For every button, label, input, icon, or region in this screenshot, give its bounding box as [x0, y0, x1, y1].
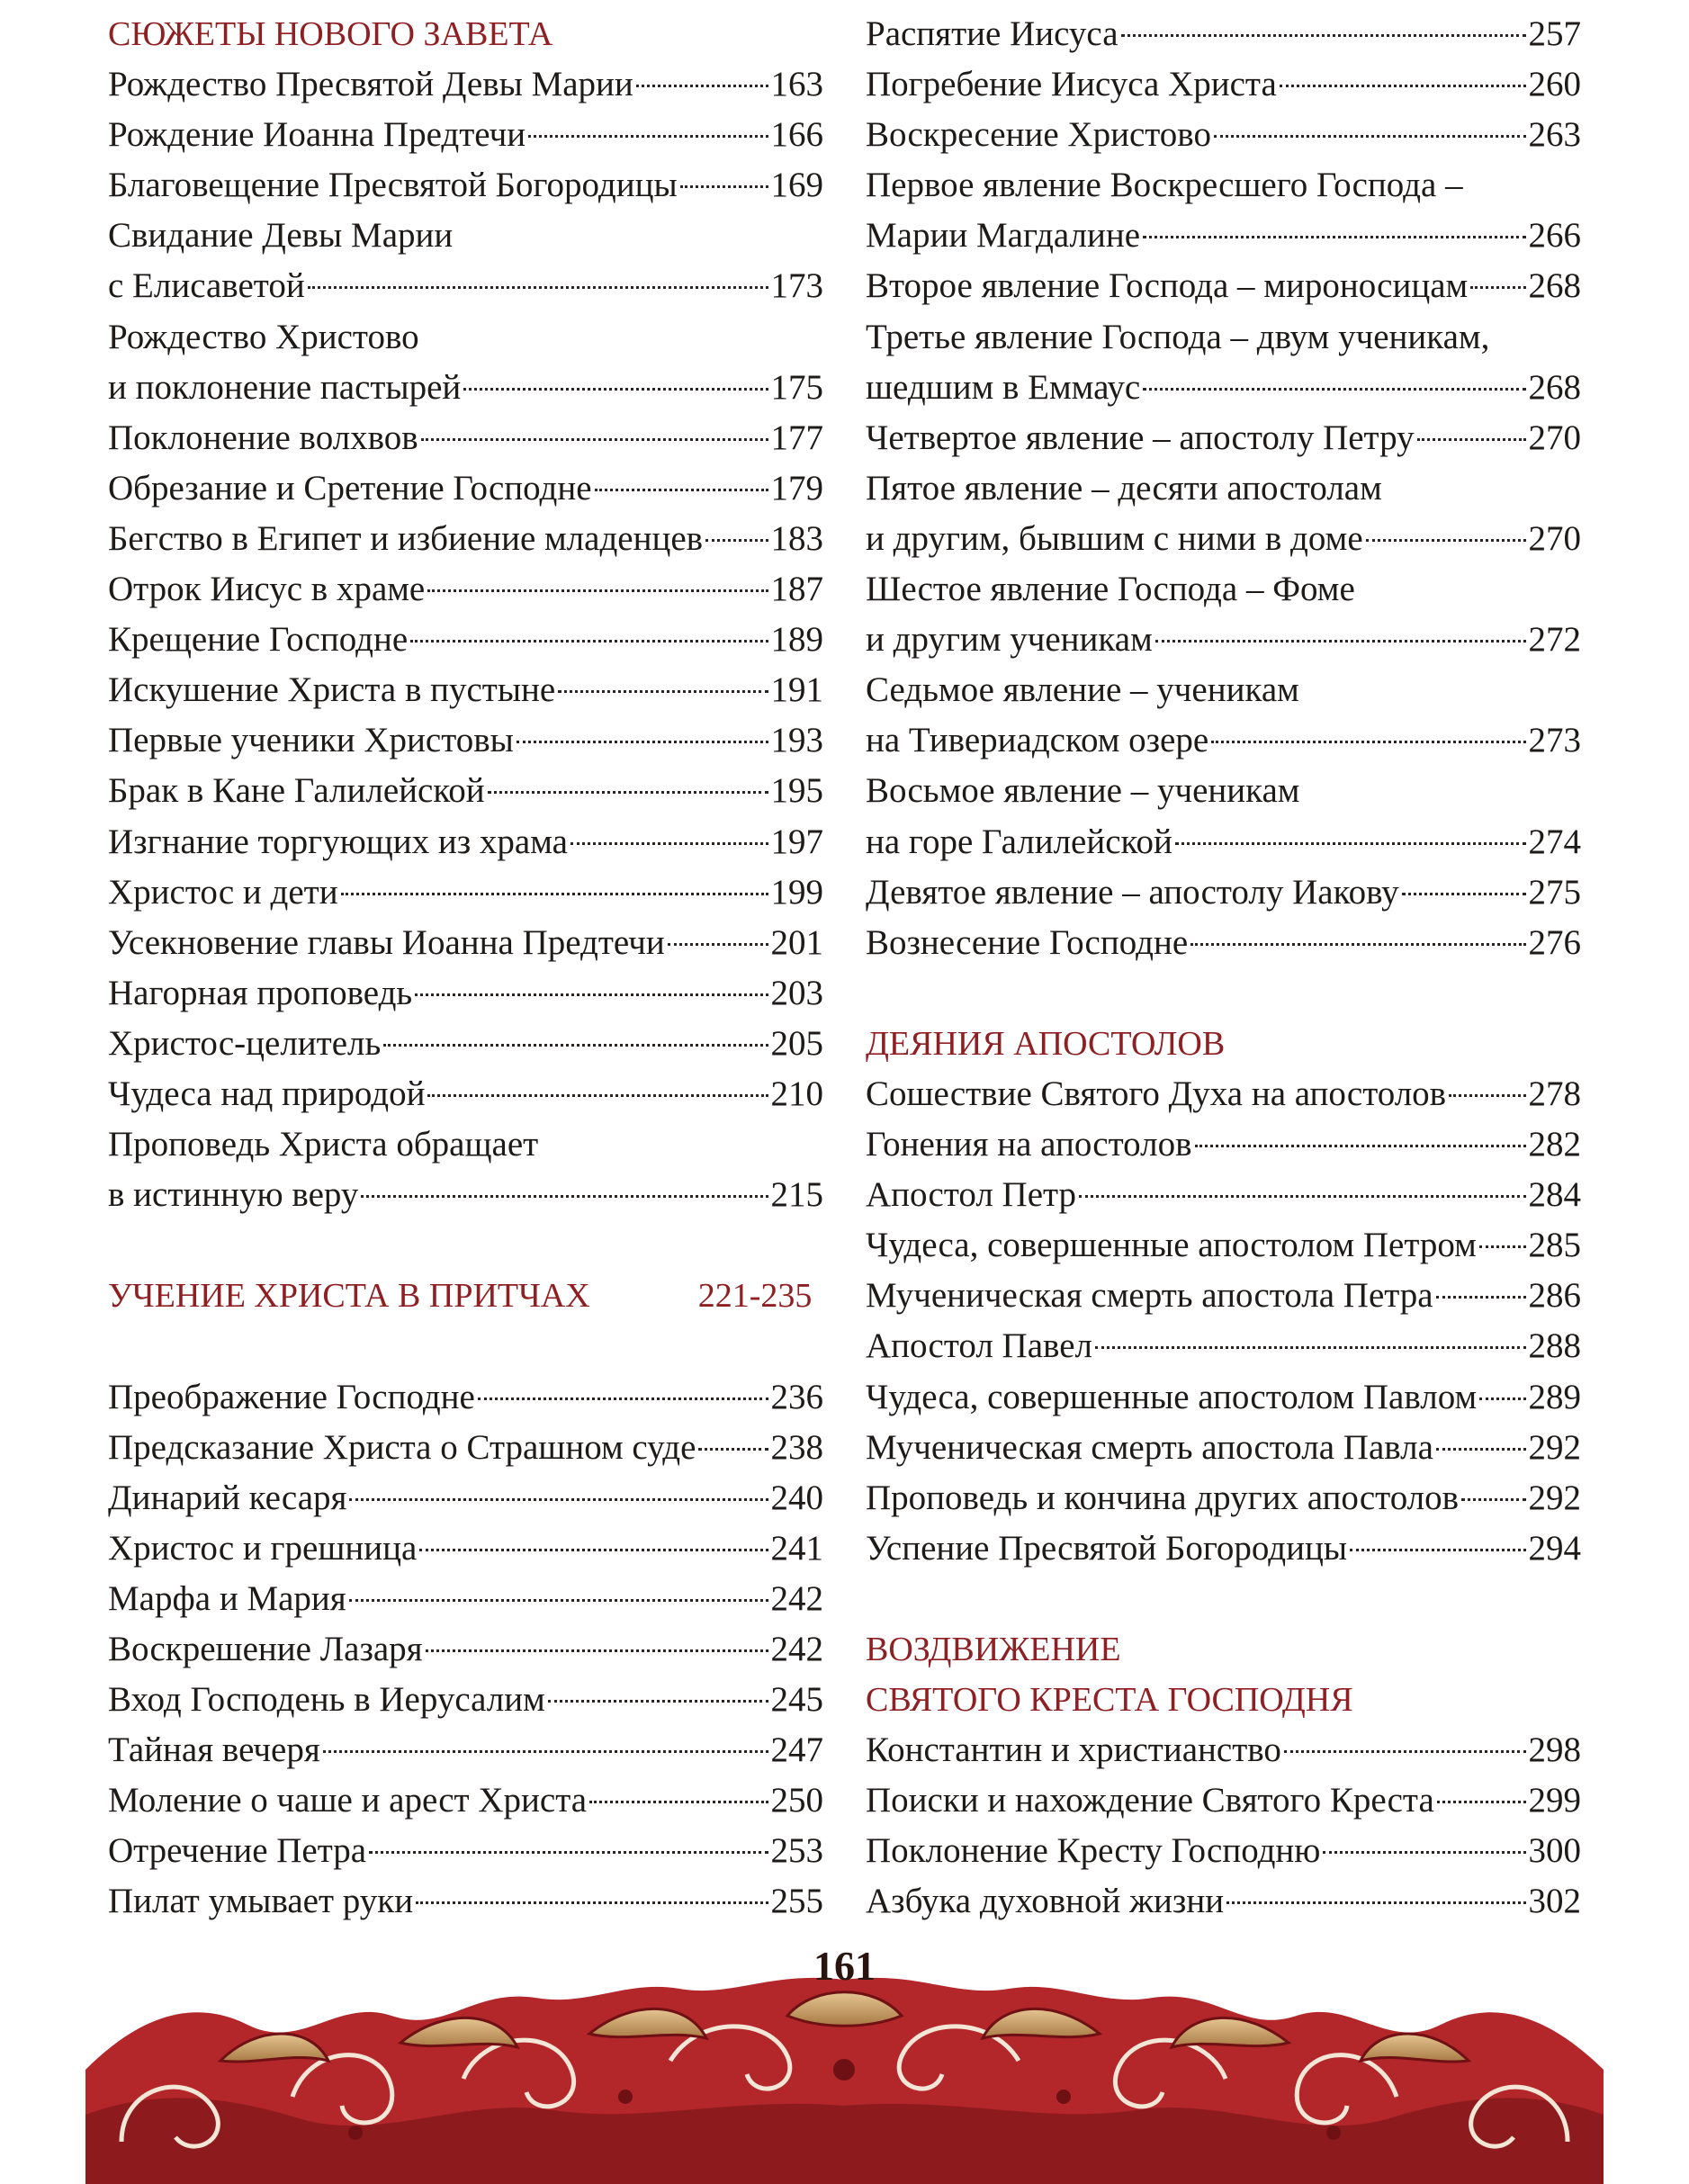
dot-leader	[427, 1094, 768, 1097]
dot-leader	[1470, 286, 1525, 289]
toc-entry	[108, 413, 823, 463]
toc-entry-title: Обрезание и Сретение Господне	[108, 468, 592, 508]
toc-entry-title: Нагорная проповедь	[108, 973, 413, 1012]
toc-entry-title: в истинную веру	[108, 1175, 359, 1215]
toc-page-number: 274	[1528, 822, 1581, 861]
toc-entry-title: Воскрешение Лазаря	[108, 1630, 423, 1668]
toc-entry	[108, 1725, 823, 1775]
toc-entry	[108, 261, 823, 311]
section-heading-text: СЮЖЕТЫ НОВОГО ЗАВЕТА	[108, 15, 553, 53]
toc-entry-title: Вход Господень в Иерусалим	[108, 1680, 545, 1720]
toc-page-number: 183	[770, 518, 823, 558]
toc-entry-title: Чудеса над природой	[108, 1074, 426, 1113]
dot-leader	[589, 1801, 768, 1803]
toc-right-column	[866, 9, 1581, 1928]
dot-leader	[1079, 1195, 1525, 1198]
toc-entry	[108, 968, 823, 1019]
dot-leader	[1175, 842, 1526, 845]
dot-leader	[517, 741, 768, 743]
toc-page-number: 199	[770, 872, 823, 912]
toc-entry-title: Тайная вечеря	[108, 1730, 320, 1770]
toc-page-number: 294	[1528, 1528, 1581, 1568]
toc-entry-title: Восьмое явление – ученикам	[866, 771, 1300, 811]
toc-entry-line	[108, 312, 823, 363]
toc-entry-title: Марии Магдалине	[866, 216, 1141, 256]
toc-entry	[108, 615, 823, 665]
toc-entry-title: Поиски и нахождение Святого Креста	[866, 1781, 1434, 1820]
toc-entry-title: Искушение Христа в пустыне	[108, 670, 556, 710]
toc-page-number: 177	[770, 418, 823, 457]
dot-leader	[463, 388, 768, 391]
toc-page-number: 241	[770, 1528, 823, 1568]
toc-page-number: 245	[770, 1680, 823, 1720]
section-heading-text: ВОЗДВИЖЕНИЕ	[866, 1631, 1121, 1668]
toc-entry-title: Моление о чаше и арест Христа	[108, 1781, 588, 1820]
toc-entry-title: и другим ученикам	[866, 620, 1153, 660]
toc-entry	[866, 59, 1581, 110]
dot-leader	[698, 1448, 768, 1451]
dot-leader	[478, 1398, 768, 1400]
toc-entry	[866, 1170, 1581, 1220]
dot-leader	[1121, 34, 1526, 37]
toc-page-number: 242	[770, 1578, 823, 1618]
toc-page-number: 286	[1528, 1276, 1581, 1316]
section-heading	[866, 1675, 1581, 1725]
toc-entry-title: Чудеса, совершенные апостолом Петром	[866, 1226, 1477, 1265]
section-spacer	[866, 968, 1581, 1019]
toc-entry-title: Воскресение Христово	[866, 115, 1211, 155]
toc-entry-title: Марфа и Мария	[108, 1578, 346, 1618]
toc-page-number: 193	[770, 721, 823, 760]
toc-entry-title: Шестое явление Господа – Фоме	[866, 570, 1355, 609]
toc-entry	[108, 564, 823, 615]
toc-entry	[108, 867, 823, 918]
toc-entry	[866, 1321, 1581, 1371]
toc-entry-line	[866, 665, 1581, 715]
toc-page-number: 163	[770, 65, 823, 104]
dot-leader	[668, 943, 768, 946]
toc-entry	[866, 211, 1581, 261]
dot-leader	[548, 1700, 768, 1703]
toc-entry-line	[108, 211, 823, 261]
toc-entry-title: Благовещение Пресвятой Богородицы	[108, 166, 678, 205]
toc-entry	[108, 766, 823, 816]
toc-entry	[108, 1170, 823, 1220]
toc-entry	[866, 715, 1581, 766]
toc-entry	[866, 1220, 1581, 1271]
toc-entry-title: Второе явление Господа – мироносицам	[866, 266, 1469, 306]
toc-entry	[866, 1523, 1581, 1574]
toc-entry-title: Третье явление Господа – двум ученикам,	[866, 317, 1490, 356]
toc-entry	[108, 715, 823, 766]
toc-page-number: 250	[770, 1781, 823, 1820]
section-spacer	[866, 1574, 1581, 1624]
toc-entry	[866, 1423, 1581, 1473]
floral-ornament-icon	[85, 1962, 1604, 2184]
toc-entry	[108, 160, 823, 211]
toc-page-number: 266	[1528, 216, 1581, 256]
toc-entry-title: и поклонение пастырей	[108, 367, 462, 407]
toc-entry	[866, 363, 1581, 413]
toc-entry-title: шедшим в Еммаус	[866, 367, 1141, 407]
toc-entry	[866, 615, 1581, 665]
toc-page-number: 275	[1528, 872, 1581, 912]
toc-entry	[866, 817, 1581, 867]
toc-page-number: 288	[1528, 1326, 1581, 1366]
dot-leader	[636, 85, 768, 87]
toc-entry	[108, 1826, 823, 1876]
toc-page-number: 282	[1528, 1125, 1581, 1164]
toc-entry	[108, 514, 823, 564]
toc-entry-title: Крещение Господне	[108, 620, 409, 660]
toc-entry	[108, 1675, 823, 1725]
toc-left-column	[108, 9, 823, 1928]
dot-leader	[1284, 1750, 1526, 1753]
section-heading-text: УЧЕНИЕ ХРИСТА В ПРИТЧАХ	[108, 1277, 590, 1316]
dot-leader	[1461, 1498, 1525, 1501]
toc-entry	[866, 867, 1581, 918]
toc-page-number: 276	[1528, 922, 1581, 962]
toc-page-number: 169	[770, 166, 823, 205]
dot-leader	[410, 640, 768, 643]
toc-entry-title: Свидание Девы Марии	[108, 216, 454, 256]
toc-page-number: 292	[1528, 1478, 1581, 1517]
toc-entry-title: Четвертое явление – апостолу Петру	[866, 418, 1415, 457]
toc-page-number: 179	[770, 468, 823, 508]
toc-page-number: 270	[1528, 418, 1581, 457]
toc-entry-title: Девятое явление – апостолу Иакову	[866, 872, 1399, 912]
toc-entry-title: Отрок Иисус в храме	[108, 570, 426, 609]
toc-entry-line	[866, 312, 1581, 363]
toc-page-number: 242	[770, 1630, 823, 1668]
toc-entry-title: Пилат умывает руки	[108, 1882, 414, 1921]
toc-entry-title: Преображение Господне	[108, 1377, 475, 1416]
toc-entry	[866, 1775, 1581, 1826]
dot-leader	[369, 1851, 768, 1854]
toc-entry-line	[108, 1119, 823, 1170]
toc-entry-title: Мученическая смерть апостола Павла	[866, 1427, 1433, 1467]
toc-page-number: 278	[1528, 1074, 1581, 1113]
dot-leader	[361, 1195, 768, 1198]
toc-entry-title: на горе Галилейской	[866, 822, 1172, 861]
toc-entry-title: Константин и христианство	[866, 1730, 1281, 1770]
toc-entry	[108, 1019, 823, 1069]
toc-entry-title: Чудеса, совершенные апостолом Павлом	[866, 1377, 1478, 1416]
toc-page-number: 253	[770, 1831, 823, 1871]
dot-leader	[349, 1498, 768, 1501]
page-number: 161	[813, 1943, 876, 1989]
dot-leader	[415, 993, 768, 996]
dot-leader	[1143, 388, 1525, 391]
toc-entry	[866, 1876, 1581, 1927]
dot-leader	[383, 1044, 768, 1047]
section-heading-text: СВЯТОГО КРЕСТА ГОСПОДНЯ	[866, 1681, 1353, 1720]
toc-entry	[108, 665, 823, 715]
toc-page-number: 257	[1528, 14, 1581, 53]
toc-page-number: 268	[1528, 266, 1581, 306]
section-heading-text: ДЕЯНИЯ АПОСТОЛОВ	[866, 1024, 1226, 1063]
dot-leader	[1190, 943, 1525, 946]
toc-entry	[866, 1069, 1581, 1119]
toc-entry	[108, 59, 823, 110]
dot-leader	[570, 842, 768, 845]
toc-entry-title: Вознесение Господне	[866, 922, 1189, 962]
toc-entry	[866, 110, 1581, 160]
toc-entry-title: Брак в Кане Галилейской	[108, 771, 485, 811]
toc-entry	[866, 1119, 1581, 1170]
dot-leader	[1214, 135, 1526, 138]
dot-leader	[1436, 1296, 1526, 1299]
toc-page-number: 189	[770, 620, 823, 660]
toc-entry-title: Бегство в Египет и избиение младенцев	[108, 518, 704, 558]
toc-entry-title: Гонения на апостолов	[866, 1125, 1192, 1164]
toc-page-number: 289	[1528, 1377, 1581, 1416]
toc-page-number: 205	[770, 1023, 823, 1063]
toc-page-number: 166	[770, 115, 823, 155]
toc-entry-title: Поклонение волхвов	[108, 418, 418, 457]
toc-page-number: 175	[770, 367, 823, 407]
dot-leader	[595, 489, 768, 491]
dot-leader	[1366, 539, 1526, 542]
dot-leader	[1436, 1448, 1526, 1451]
section-heading	[866, 1624, 1581, 1675]
toc-page-number: 240	[770, 1478, 823, 1517]
dot-leader	[308, 286, 768, 289]
toc-entry-line	[866, 463, 1581, 514]
dot-leader	[1437, 1801, 1526, 1803]
toc-entry	[108, 1574, 823, 1624]
toc-entry	[866, 9, 1581, 59]
toc-entry	[108, 1473, 823, 1523]
toc-entry	[108, 1876, 823, 1927]
toc-entry	[108, 1423, 823, 1473]
toc-entry-title: Рождество Пресвятой Девы Марии	[108, 65, 633, 104]
toc-entry-title: Изгнание торгующих из храма	[108, 822, 568, 861]
toc-entry-title: Отречение Петра	[108, 1831, 367, 1871]
toc-entry-title: Апостол Павел	[866, 1326, 1092, 1366]
dot-leader	[1417, 438, 1526, 441]
toc-entry-title: Христос и грешница	[108, 1528, 418, 1568]
toc-entry-line	[866, 766, 1581, 816]
dot-leader	[323, 1750, 768, 1753]
toc-entry	[108, 918, 823, 968]
toc-entry	[108, 817, 823, 867]
toc-page-number: 263	[1528, 115, 1581, 155]
dot-leader	[1226, 1901, 1525, 1904]
toc-entry	[866, 1826, 1581, 1876]
dot-leader	[426, 1649, 768, 1652]
toc-page-number: 284	[1528, 1175, 1581, 1215]
toc-entry	[108, 1069, 823, 1119]
toc-entry	[108, 363, 823, 413]
toc-entry-title: Предсказание Христа о Страшном суде	[108, 1427, 696, 1467]
toc-entry-title: Погребение Иисуса Христа	[866, 65, 1277, 104]
dot-leader	[421, 438, 768, 441]
toc-page-number: 210	[770, 1074, 823, 1113]
toc-page-number: 201	[770, 922, 823, 962]
dot-leader	[1280, 85, 1526, 87]
dot-leader	[1402, 893, 1526, 895]
toc-entry-title: Азбука духовной жизни	[866, 1882, 1225, 1921]
toc-page-number: 238	[770, 1427, 823, 1467]
toc-entry	[866, 918, 1581, 968]
toc-page-number: 273	[1528, 721, 1581, 760]
toc-entry-title: Проповедь и кончина других апостолов	[866, 1478, 1460, 1517]
toc-entry-title: Поклонение Кресту Господню	[866, 1831, 1321, 1871]
section-spacer	[108, 1220, 823, 1271]
toc-entry-title: Рождение Иоанна Предтечи	[108, 115, 526, 155]
dot-leader	[488, 791, 768, 794]
toc-entry-line	[866, 160, 1581, 211]
toc-entry-title: Успение Пресвятой Богородицы	[866, 1528, 1348, 1568]
toc-entry-title: Пятое явление – десяти апостолам	[866, 468, 1382, 508]
toc-entry-title: и другим, бывшим с ними в доме	[866, 518, 1363, 558]
toc-entry-title: с Елисаветой	[108, 266, 305, 306]
dot-leader	[705, 539, 768, 542]
toc-entry-title: Распятие Иисуса	[866, 14, 1119, 53]
dot-leader	[1095, 1346, 1526, 1349]
toc-entry	[866, 514, 1581, 564]
dot-leader	[1211, 741, 1525, 743]
toc-entry-title: на Тивериадском озере	[866, 721, 1209, 760]
dot-leader	[1323, 1851, 1525, 1854]
toc-page-number: 260	[1528, 65, 1581, 104]
dot-leader	[419, 1549, 768, 1551]
toc-page-number: 191	[770, 670, 823, 710]
toc-page-number: 221-235	[697, 1277, 813, 1316]
toc-page-number: 302	[1528, 1882, 1581, 1921]
toc-page-number: 203	[770, 973, 823, 1012]
toc-entry	[108, 1624, 823, 1675]
toc-page-number: 270	[1528, 518, 1581, 558]
dot-leader	[680, 185, 768, 188]
toc-entry-title: Проповедь Христа обращает	[108, 1125, 539, 1164]
toc-page-number: 215	[770, 1175, 823, 1215]
toc-page-number: 298	[1528, 1730, 1581, 1770]
dot-leader	[1449, 1094, 1525, 1097]
toc-entry-title: Первые ученики Христовы	[108, 721, 514, 760]
dot-leader	[349, 1599, 768, 1602]
toc-page-number: 247	[770, 1730, 823, 1770]
toc-entry	[866, 261, 1581, 311]
toc-entry	[108, 1372, 823, 1423]
toc-entry-title: Апостол Петр	[866, 1175, 1077, 1215]
toc-page-number: 268	[1528, 367, 1581, 407]
dot-leader	[528, 135, 768, 138]
toc-entry	[866, 1372, 1581, 1423]
toc-entry-title: Динарий кесаря	[108, 1478, 347, 1517]
toc-page-number: 272	[1528, 620, 1581, 660]
toc-entry-title: Усекновение главы Иоанна Предтечи	[108, 922, 665, 962]
dot-leader	[558, 690, 768, 693]
toc-entry	[108, 110, 823, 160]
toc-page-number: 299	[1528, 1781, 1581, 1820]
dot-leader	[427, 589, 768, 592]
toc-page-number: 195	[770, 771, 823, 811]
dot-leader	[1479, 1398, 1525, 1400]
toc-entry-line	[866, 564, 1581, 615]
toc-entry-title: Мученическая смерть апостола Петра	[866, 1276, 1433, 1316]
section-heading	[108, 1271, 823, 1321]
toc-entry	[866, 1271, 1581, 1321]
toc-page-number: 255	[770, 1882, 823, 1921]
toc-entry	[866, 413, 1581, 463]
toc-page-number: 236	[770, 1377, 823, 1416]
toc-entry-title: Рождество Христово	[108, 317, 419, 356]
toc-page-number: 187	[770, 570, 823, 609]
section-heading	[866, 1019, 1581, 1069]
dot-leader	[1479, 1245, 1526, 1248]
toc-entry-title: Первое явление Воскресшего Господа –	[866, 166, 1463, 205]
toc-entry	[108, 463, 823, 514]
section-spacer	[108, 1321, 823, 1371]
toc-entry-title: Сошествие Святого Духа на апостолов	[866, 1074, 1447, 1113]
dot-leader	[1350, 1549, 1525, 1551]
toc-entry	[866, 1473, 1581, 1523]
toc-entry	[108, 1775, 823, 1826]
toc-page-number: 300	[1528, 1831, 1581, 1871]
dot-leader	[341, 893, 768, 895]
dot-leader	[1143, 236, 1525, 238]
dot-leader	[1195, 1145, 1526, 1147]
toc-entry	[108, 1523, 823, 1574]
toc-entry	[866, 1725, 1581, 1775]
toc-entry-title: Христос и дети	[108, 872, 338, 912]
toc-page-number: 173	[770, 266, 823, 306]
toc-page-number: 292	[1528, 1427, 1581, 1467]
dot-leader	[1155, 640, 1526, 643]
toc-page-number: 285	[1528, 1226, 1581, 1265]
dot-leader	[416, 1901, 768, 1904]
section-heading	[108, 9, 823, 59]
toc-entry-title: Христос-целитель	[108, 1023, 382, 1063]
toc-entry-title: Седьмое явление – ученикам	[866, 670, 1299, 710]
toc-page-number: 197	[770, 822, 823, 861]
